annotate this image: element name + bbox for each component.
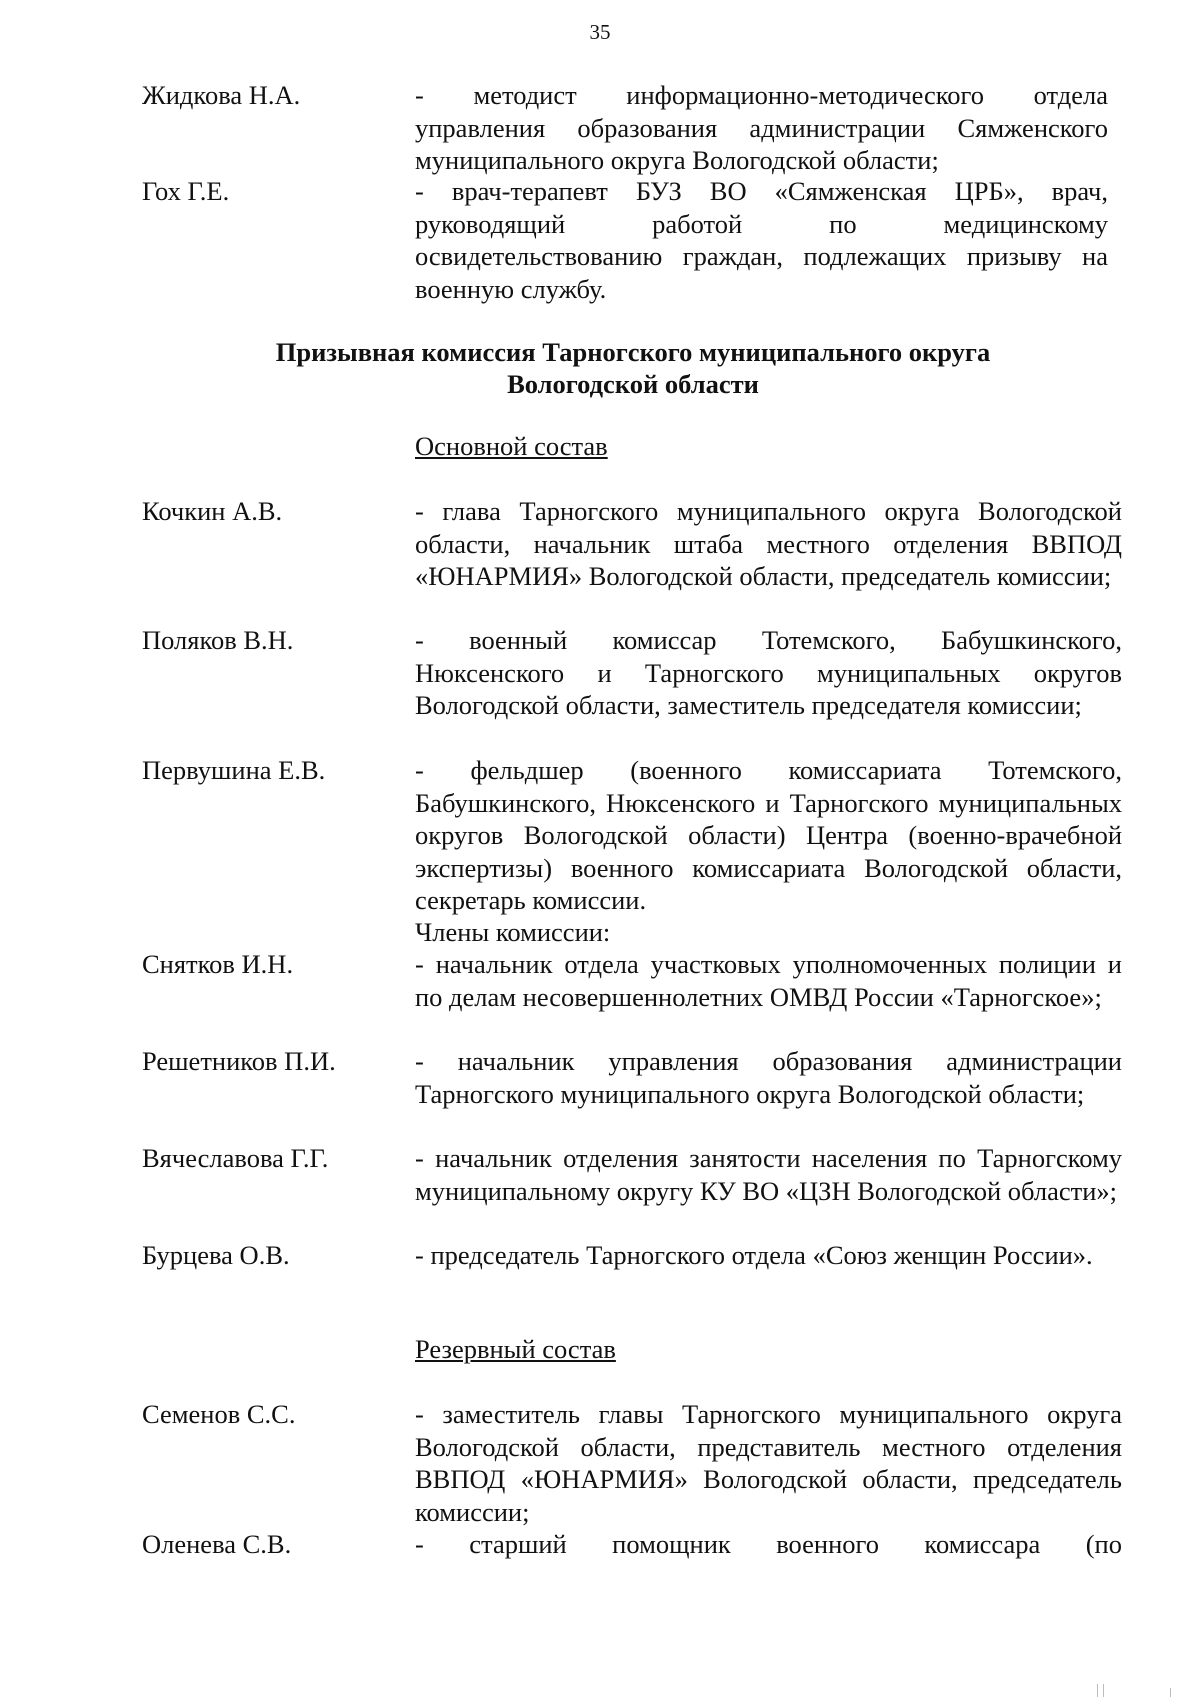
scan-mark — [1103, 1684, 1104, 1697]
entry-snyatkov — [142, 948, 1122, 1013]
section-title-line-1: Призывная комиссия Тарногского муниципального округа — [275, 337, 991, 367]
person-role: - глава Тарногского муниципального округа Вологодской области, начальник штаба местного отделения ВВПОД «ЮНАРМИЯ» Вологодской области, председатель комиссии; — [415, 496, 1122, 591]
entry-zhidkova — [142, 79, 1108, 177]
entry-gokh — [142, 175, 1108, 305]
person-name: Жидкова Н.А. — [142, 80, 301, 110]
person-role: - начальник управления образования администрации Тарногского муниципального округа Вологодской области; — [415, 1046, 1122, 1109]
person-name: Поляков В.Н. — [142, 625, 294, 655]
entry-polyakov — [142, 624, 1122, 722]
person-role: - военный комиссар Тотемского, Бабушкинского, Нюксенского и Тарногского муниципальных округов Вологодской области, заместитель председателя комиссии; — [415, 625, 1122, 720]
person-role: - врач-терапевт БУЗ ВО «Сямженская ЦРБ», врач, руководящий работой по медицинскому освидетельствованию граждан, подлежащих призыву на военную службу. — [415, 176, 1108, 304]
person-name: Оленева С.В. — [142, 1529, 292, 1559]
person-name: Кочкин А.В. — [142, 496, 283, 526]
reserve-composition-heading: Резервный состав — [415, 1334, 616, 1364]
entry-vyacheslavova — [142, 1142, 1122, 1207]
person-role: - заместитель главы Тарногского муниципального округа Вологодской области, представитель местного отделения ВВПОД «ЮНАРМИЯ» Вологодской области, председатель комиссии; — [415, 1399, 1122, 1527]
members-label: Члены комиссии: — [415, 917, 611, 947]
page-number: 35 — [589, 20, 611, 44]
section-title-line-2: Вологодской области — [507, 369, 759, 399]
person-role: - фельдшер (военного комиссариата Тотемского, Бабушкинского, Нюксенского и Тарногского муниципальных округов Вологодской области) Центра (военно-врачебной экспертизы) военного комиссариата Вологодской области, секретарь комиссии. — [415, 755, 1122, 915]
scan-mark — [1097, 1684, 1098, 1697]
person-role: - председатель Тарногского отдела «Союз женщин России». — [415, 1240, 1093, 1270]
person-name: Семенов С.С. — [142, 1399, 296, 1429]
person-name: Вячеславова Г.Г. — [142, 1143, 329, 1173]
person-role: - начальник отделения занятости населения по Тарногскому муниципальному округу КУ ВО «ЦЗН Вологодской области»; — [415, 1143, 1122, 1206]
person-name: Гох Г.Е. — [142, 176, 230, 206]
person-role: - старший помощник военного комиссара (по — [415, 1529, 1122, 1559]
person-name: Первушина Е.В. — [142, 755, 326, 785]
entry-burtseva — [142, 1239, 1122, 1272]
entry-pervushina — [142, 754, 1122, 917]
entry-oleneva — [142, 1528, 1122, 1561]
person-role: - методист информационно-методического отдела управления образования администрации Сямженского муниципального округа Вологодской области; — [415, 80, 1108, 175]
person-name: Решетников П.И. — [142, 1046, 336, 1076]
person-role: - начальник отдела участковых уполномоченных полиции и по делам несовершеннолетних ОМВД России «Тарногское»; — [415, 949, 1122, 1012]
scan-mark — [1170, 1688, 1171, 1697]
entry-semenov — [142, 1398, 1122, 1528]
person-name: Бурцева О.В. — [142, 1240, 290, 1270]
person-name: Снятков И.Н. — [142, 949, 294, 979]
main-composition-heading: Основной состав — [415, 431, 608, 461]
entry-kochkin — [142, 495, 1122, 593]
section-title — [0, 336, 1200, 400]
entry-reshetnikov — [142, 1045, 1122, 1110]
